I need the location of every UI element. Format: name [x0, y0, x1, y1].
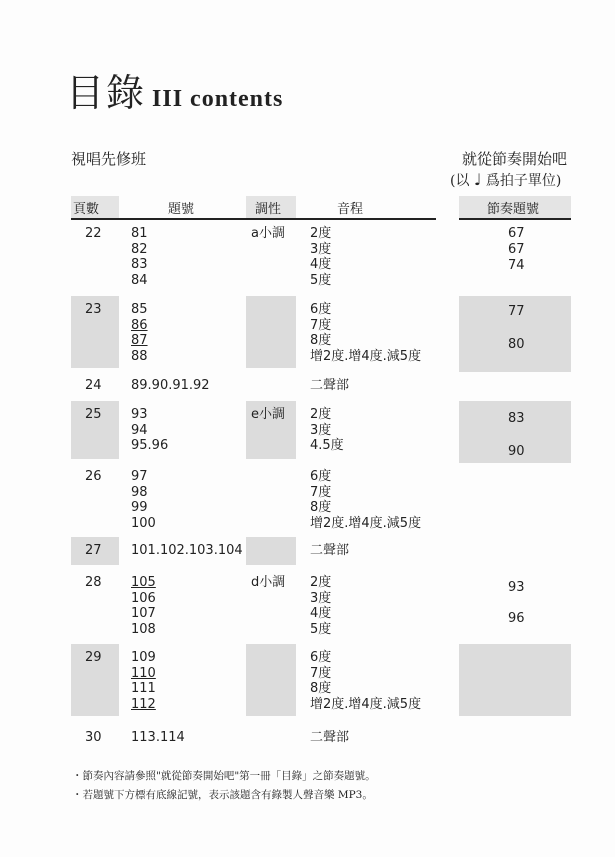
interval-label: 二聲部	[310, 378, 350, 393]
interval-label: 7度	[310, 665, 332, 681]
interval-label: 4度	[310, 257, 332, 272]
question-number: 110	[131, 665, 156, 681]
question-number: 108	[131, 621, 156, 637]
question-number: 89.90.91.92	[131, 378, 210, 393]
question-number: 94	[131, 422, 148, 438]
question-number: 111	[131, 681, 156, 696]
rhythm-block	[459, 644, 571, 716]
row-page-number: 29	[85, 650, 102, 665]
rhythm-number: 77	[508, 304, 525, 319]
interval-label: 2度	[310, 575, 332, 590]
interval-label: 8度	[310, 500, 332, 515]
header-interval: 音程	[337, 202, 364, 217]
left-section-title: 視唱先修班	[71, 150, 147, 168]
question-number: 88	[131, 348, 148, 364]
row-page-number: 24	[85, 378, 102, 393]
row-page-number: 28	[85, 575, 102, 590]
footnote-1: ・節奏內容請參照"就從節奏開始吧"第一冊「目錄」之節奏題號。	[72, 770, 376, 782]
question-number: 83	[131, 257, 148, 272]
quarter-note-icon: ♩	[473, 170, 482, 189]
question-number: 85	[131, 302, 148, 317]
question-number: 95.96	[131, 438, 169, 453]
rhythm-number: 80	[508, 337, 525, 352]
row-key: e小調	[251, 407, 285, 422]
interval-label: 增2度.增4度.減5度	[310, 348, 422, 364]
question-number: 113.114	[131, 730, 185, 745]
question-number: 97	[131, 469, 148, 484]
header-question: 題號	[168, 202, 195, 217]
question-number: 100	[131, 515, 156, 531]
rhythm-number: 83	[508, 411, 525, 426]
table-header-left	[71, 196, 436, 220]
row-page-number: 27	[85, 543, 102, 558]
question-number: 101.102.103.104	[131, 543, 243, 558]
interval-label: 4.5度	[310, 438, 344, 453]
table-row	[71, 372, 436, 398]
title-en: III contents	[152, 86, 284, 112]
question-number: 98	[131, 484, 148, 500]
table-row	[71, 569, 436, 641]
question-number: 99	[131, 500, 148, 515]
table-row	[71, 296, 436, 368]
interval-label: 3度	[310, 422, 332, 438]
row-page-number: 30	[85, 730, 102, 745]
interval-label: 二聲部	[310, 543, 350, 558]
question-number: 107	[131, 606, 156, 621]
table-row	[71, 537, 436, 565]
question-number: 109	[131, 650, 156, 665]
header-page: 頁數	[73, 202, 100, 217]
interval-label: 4度	[310, 606, 332, 621]
right-section-subtitle	[450, 170, 561, 190]
page-title	[66, 62, 283, 117]
interval-label: 增2度.增4度.減5度	[310, 515, 422, 531]
interval-label: 6度	[310, 650, 332, 665]
interval-label: 3度	[310, 241, 332, 257]
table-row	[71, 644, 436, 716]
interval-label: 6度	[310, 469, 332, 484]
interval-label: 7度	[310, 484, 332, 500]
interval-label: 8度	[310, 333, 332, 348]
question-number: 84	[131, 272, 148, 288]
rhythm-number: 93	[508, 580, 525, 595]
footnote-2: ・若題號下方標有底線記號，表示該題含有錄製人聲音樂 MP3。	[72, 789, 373, 801]
rhythm-number: 67	[508, 242, 525, 257]
question-number: 81	[131, 226, 148, 241]
interval-label: 增2度.增4度.減5度	[310, 696, 422, 712]
table-row	[71, 220, 436, 290]
table-row	[71, 401, 436, 459]
rhythm-number: 90	[508, 444, 525, 459]
interval-label: 二聲部	[310, 730, 350, 745]
subtitle-prefix: (以	[450, 173, 470, 189]
table-header-right	[459, 196, 571, 220]
question-number: 93	[131, 407, 148, 422]
interval-label: 2度	[310, 226, 332, 241]
table-row	[71, 724, 436, 750]
row-key: a小調	[251, 226, 285, 241]
row-key: d小調	[251, 575, 286, 590]
title-cn: 目錄	[66, 71, 147, 115]
rhythm-number: 74	[508, 258, 525, 273]
right-section-title: 就從節奏開始吧	[462, 150, 568, 168]
rhythm-number: 67	[508, 226, 525, 241]
interval-label: 8度	[310, 681, 332, 696]
question-number: 106	[131, 590, 156, 606]
question-number: 112	[131, 696, 156, 712]
question-number: 86	[131, 317, 148, 333]
header-key: 調性	[255, 202, 282, 217]
interval-label: 7度	[310, 317, 332, 333]
question-number: 87	[131, 333, 148, 348]
interval-label: 5度	[310, 621, 332, 637]
interval-label: 6度	[310, 302, 332, 317]
interval-label: 5度	[310, 272, 332, 288]
row-page-number: 22	[85, 226, 102, 241]
interval-label: 3度	[310, 590, 332, 606]
rhythm-number: 96	[508, 611, 525, 626]
interval-label: 2度	[310, 407, 332, 422]
table-row	[71, 463, 436, 533]
row-page-number: 23	[85, 302, 102, 317]
header-rhythm: 節奏題號	[487, 202, 540, 217]
row-page-number: 25	[85, 407, 102, 422]
question-number: 82	[131, 241, 148, 257]
subtitle-suffix: 爲拍子單位)	[485, 173, 562, 189]
question-number: 105	[131, 575, 156, 590]
row-page-number: 26	[85, 469, 102, 484]
